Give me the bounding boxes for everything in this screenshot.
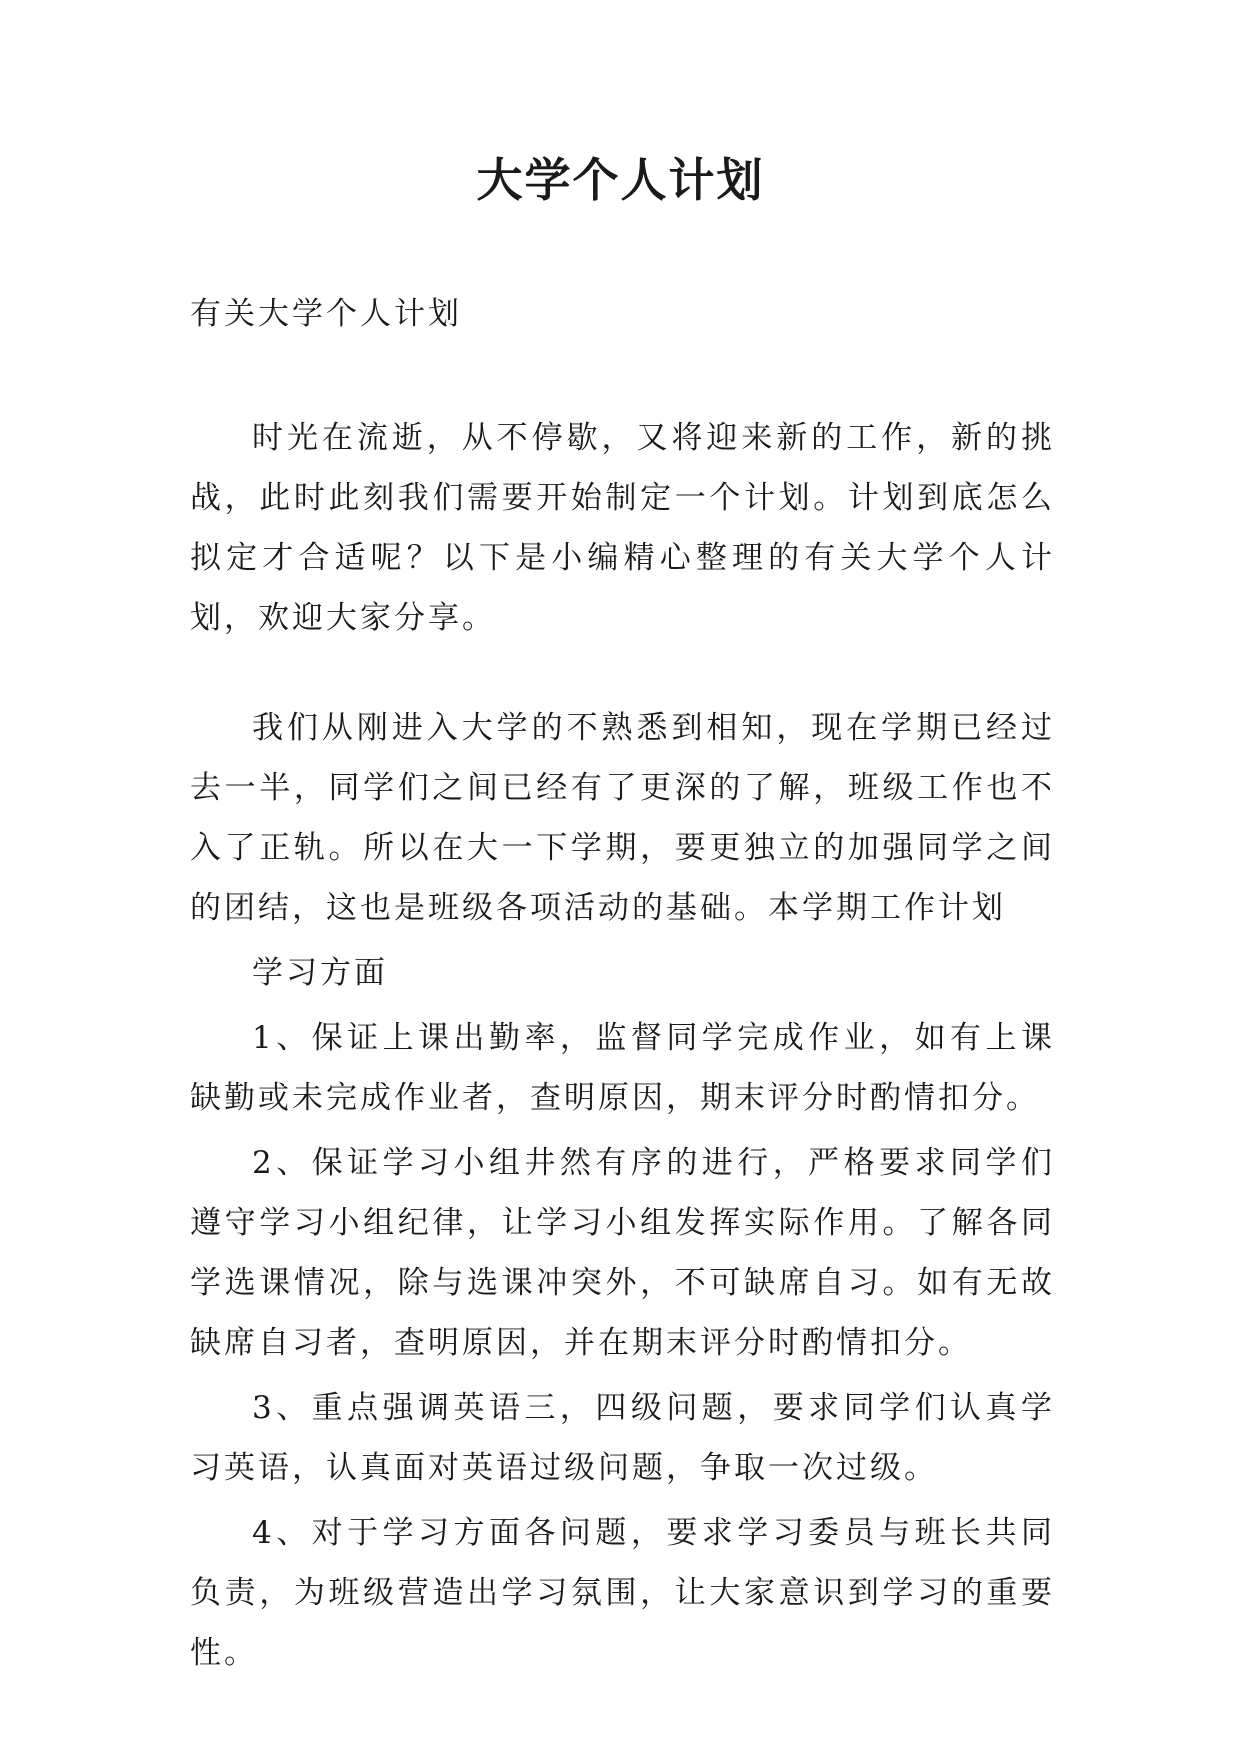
intro-paragraph: 时光在流逝，从不停歇，又将迎来新的工作，新的挑战，此时此刻我们需要开始制定一个计划。计划到底怎么拟定才合适呢？以下是小编精心整理的有关大学个人计划，欢迎大家分享。	[190, 420, 1055, 636]
document-subtitle: 有关大学个人计划	[190, 296, 462, 332]
list-item: 2、保证学习小组井然有序的进行，严格要求同学们遵守学习小组纪律，让学习小组发挥实际作用。了解各同学选课情况，除与选课冲突外，不可缺席自习。如有无故缺席自习者，查明原因，并在期末评分时酌情扣分。	[190, 1145, 1055, 1361]
list-item: 1、保证上课出勤率，监督同学完成作业，如有上课缺勤或未完成作业者，查明原因，期末评分时酌情扣分。	[190, 1020, 1055, 1116]
plan-section	[190, 698, 1055, 1683]
list-item: 4、对于学习方面各问题，要求学习委员与班长共同负责，为班级营造出学习氛围，让大家意识到学习的重要性。	[190, 1515, 1055, 1671]
document-title: 大学个人计划	[476, 153, 765, 207]
main-paragraph: 我们从刚进入大学的不熟悉到相知，现在学期已经过去一半，同学们之间已经有了更深的了解，班级工作也不入了正轨。所以在大一下学期，要更独立的加强同学之间的团结，这也是班级各项活动的基础。本学期工作计划	[190, 710, 1055, 926]
list-item: 3、重点强调英语三，四级问题，要求同学们认真学习英语，认真面对英语过级问题，争取一次过级。	[190, 1390, 1055, 1486]
intro-section	[190, 408, 1055, 648]
section-heading: 学习方面	[252, 955, 388, 991]
